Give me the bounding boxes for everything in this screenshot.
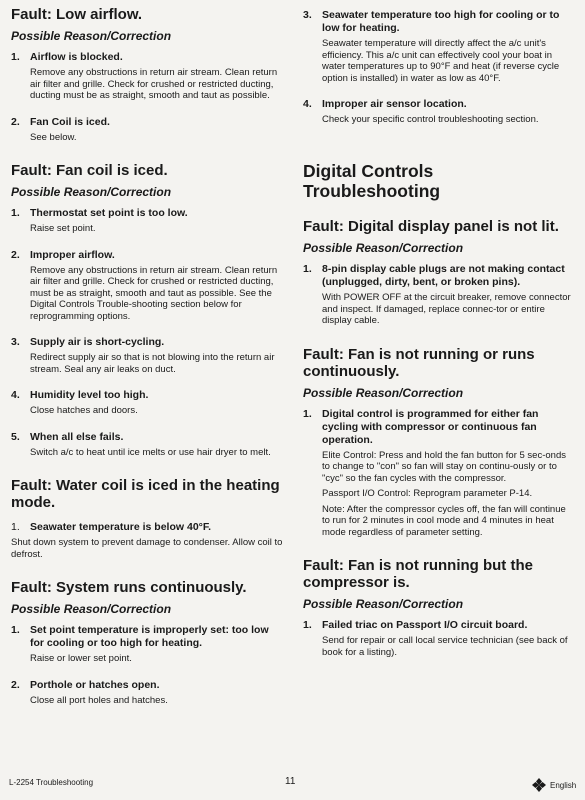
language-label-group [532, 778, 576, 792]
item-body [30, 389, 283, 421]
item-body [322, 619, 575, 662]
item-body [30, 679, 283, 711]
list-item [303, 9, 575, 88]
page-number: 11 [285, 776, 296, 787]
fault-title: Fault: Fan is not running but the compressor is. [303, 557, 533, 591]
item-title: Failed triac on Passport I/O circuit board. [322, 619, 528, 631]
item-title: Humidity level too high. [30, 389, 149, 401]
item-title: Set point temperature is improperly set: too low for cooling or too high for heating. [30, 624, 269, 649]
section-subtitle: Possible Reason/Correction [11, 602, 172, 616]
section-subtitle: Possible Reason/Correction [11, 29, 172, 43]
section-subtitle: Possible Reason/Correction [11, 185, 172, 199]
fault-section [11, 6, 283, 147]
item-number: 1. [303, 263, 312, 275]
item-number: 2. [11, 248, 20, 261]
item-text: Switch a/c to heat until ice melts or use hair dryer to melt. [30, 446, 271, 458]
list-item [303, 98, 575, 130]
section-subtitle: Possible Reason/Correction [303, 385, 464, 400]
item-title: Seawater temperature is below 40°F. [30, 521, 212, 533]
list-item [11, 624, 283, 669]
item-title: Supply air is short-cycling. [30, 336, 165, 348]
doc-id: L-2254 Troubleshooting [9, 778, 94, 787]
item-number: 1. [11, 207, 20, 219]
list-item [11, 51, 283, 106]
fault-title: Fault: Water coil is iced in the heating mode. [11, 477, 280, 511]
item-number: 2. [11, 678, 20, 691]
item-body [30, 249, 283, 327]
item-title: Seawater temperature too high for cooling or to low for heating. [322, 9, 560, 34]
item-title: Digital control is programmed for either fan cycling with compressor or continuous fan operation. [322, 407, 539, 446]
item-text: Passport I/O Control: Reprogram parameter P-14. [322, 488, 533, 499]
item-title: Improper air sensor location. [322, 98, 467, 110]
fault-section [11, 162, 283, 462]
item-body [11, 521, 283, 564]
item-title: Thermostat set point is too low. [30, 207, 188, 219]
fault-title: Fault: Fan is not running or runs continuously. [303, 345, 535, 380]
language-label: English [550, 780, 577, 790]
item-text: Elite Control: Press and hold the fan button for 5 sec-onds to change to "con" so fan will stay on continu-ously or to "cyc" so the fan cycles with the compressor. [322, 449, 566, 484]
continued-section [303, 9, 575, 140]
fault-title: Fault: Fan coil is iced. [11, 162, 168, 179]
diamond-icon [532, 778, 546, 792]
list-item [11, 249, 283, 327]
item-body [30, 116, 283, 148]
fault-title: Fault: System runs continuously. [11, 579, 247, 596]
item-number: 1. [11, 51, 20, 63]
item-body [322, 263, 575, 331]
item-number: 1. [303, 619, 312, 631]
list-item [11, 336, 283, 379]
item-text: Raise or lower set point. [30, 653, 132, 664]
list-item [303, 408, 575, 543]
list-item [11, 207, 283, 239]
item-number: 1. [303, 407, 312, 420]
list-item [11, 679, 283, 711]
item-number: 1. [11, 624, 20, 636]
item-title: 8-pin display cable plugs are not making contact (unplugged, dirty, bent, or broken pins). [322, 263, 565, 288]
fault-title: Fault: Low airflow. [11, 6, 143, 23]
item-text: Close all port holes and hatches. [30, 694, 168, 706]
left-column [11, 6, 283, 725]
item-text: Redirect supply air so that is not blowing into the return air stream. Seal any air leaks on duct. [30, 352, 275, 375]
item-body [322, 408, 575, 543]
item-body [30, 207, 283, 239]
item-text: Raise set point. [30, 223, 96, 234]
item-body [322, 9, 575, 88]
item-number: 2. [11, 115, 20, 128]
item-number: 4. [11, 389, 20, 401]
fault-title: Fault: Digital display panel is not lit. [303, 218, 559, 235]
item-title: When all else fails. [30, 430, 124, 443]
item-title: Fan Coil is iced. [30, 115, 110, 128]
item-body [322, 98, 575, 130]
item-number: 5. [11, 430, 20, 443]
list-item [11, 116, 283, 148]
fault-section [11, 579, 283, 710]
item-title: Airflow is blocked. [30, 51, 123, 63]
list-item [11, 431, 283, 463]
item-number: 1. [11, 521, 20, 533]
page-footer [0, 774, 585, 794]
item-text: Send for repair or call local service technician (see back of book for a listing). [322, 635, 568, 658]
item-number: 3. [303, 9, 312, 21]
item-title: Improper airflow. [30, 248, 115, 261]
item-text: See below. [30, 131, 77, 143]
fault-section [303, 218, 575, 331]
item-text: Check your specific control troubleshooting section. [322, 114, 539, 125]
section-main-title: Digital Controls Troubleshooting [303, 161, 441, 201]
fault-section [11, 477, 283, 564]
item-body [30, 431, 283, 463]
item-text: Close hatches and doors. [30, 405, 138, 416]
item-body [30, 624, 283, 669]
section-subtitle: Possible Reason/Correction [303, 597, 464, 611]
item-text: Remove any obstructions in return air stream. Clean return air filter and grille. Check for crushed or restricted ducting, ducting must be as straight, smooth and taut as possible. [30, 67, 278, 101]
fault-section [303, 346, 575, 543]
item-text: Remove any obstructions in return air stream. Clean return air filter and grille. Check for crushed or restricted ducting, must be as straight, smooth and taut as possible. See the Digital Controls Trouble-shooting section below for reprogramming options. [30, 264, 278, 322]
item-text: Note: After the compressor cycles off, the fan will continue to run for 2 minutes in cool mode and 4 minutes in heat mode regardless of parameter setting. [322, 503, 566, 538]
section-subtitle: Possible Reason/Correction [303, 241, 464, 255]
list-item [303, 619, 575, 662]
item-text: Seawater temperature will directly affect the a/c unit's efficiency. This a/c unit can effectively cool your boat in water temperatures up to 90°F and heat (if reverse cycle option is installed) in water as low as 40°F. [322, 38, 560, 84]
item-number: 4. [303, 98, 312, 110]
list-item [303, 263, 575, 331]
item-body [30, 336, 283, 379]
item-text: Shut down system to prevent damage to condenser. Allow coil to defrost. [11, 537, 283, 560]
right-column [303, 6, 575, 677]
item-text: With POWER OFF at the circuit breaker, remove connector and inspect. If damaged, replace connec-tor or entire display cable. [322, 292, 571, 326]
item-body [30, 51, 283, 106]
fault-section [303, 557, 575, 662]
list-item [11, 521, 283, 564]
item-title: Porthole or hatches open. [30, 678, 160, 691]
list-item [11, 389, 283, 421]
item-number: 3. [11, 336, 20, 348]
